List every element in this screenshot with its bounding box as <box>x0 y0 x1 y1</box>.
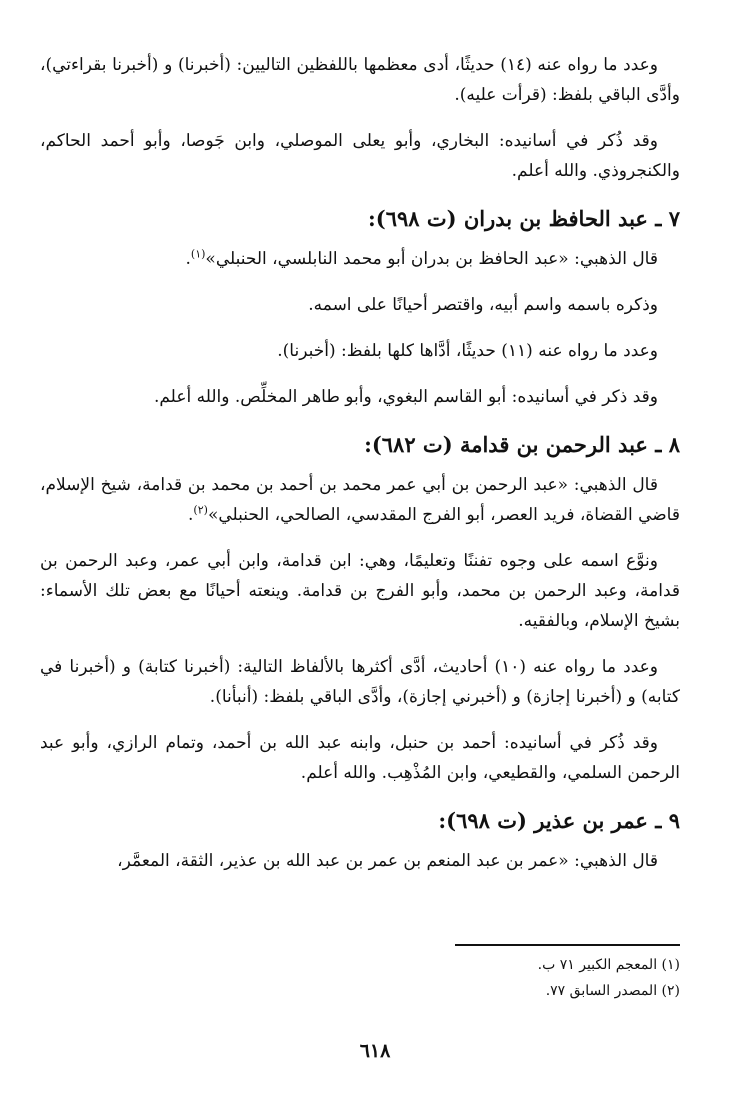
quote-end: . <box>188 505 194 525</box>
section-heading-7: ٧ ـ عبد الحافظ بن بدران (ت ٦٩٨): <box>367 206 680 231</box>
section-heading-8: ٨ ـ عبد الرحمن بن قدامة (ت ٦٨٢): <box>364 432 680 457</box>
footnote-separator <box>455 944 680 946</box>
quote-text: قال الذهبي: «عبد الرحمن بن أبي عمر محمد بن أحمد بن محمد بن قدامة، شيخ الإسلام، قاضي القضاة، فريد العصر، أبو الفرج المقدسي، الصالحي، الحنبلي» <box>40 475 680 525</box>
paragraph-dhahabi-quote <box>40 470 680 530</box>
paragraph-name-mention: وذكره باسمه واسم أبيه، واقتصر أحيانًا على اسمه. <box>308 295 658 315</box>
footnote-1: (١) المعجم الكبير ٧١ ب. <box>537 957 680 973</box>
paragraph-dhahabi-quote <box>40 244 680 274</box>
paragraph-isnad-mentions: وقد ذُكر في أسانيده: أحمد بن حنبل، وابنه عبد الله بن أحمد، وتمام الرازي، وأبو عبد الرحمن السلمي، والقطيعي، وابن المُذْهِب. والله أعلم. <box>40 733 680 783</box>
paragraph-dhahabi-quote: قال الذهبي: «عمر بن عبد المنعم بن عمر بن عبد الله بن عذير، الثقة، المعمَّر، <box>117 851 658 871</box>
paragraph-narrations-count: وعدد ما رواه عنه (١١) حديثًا، أدَّاها كلها بلفظ: (أخبرنا). <box>277 341 658 361</box>
paragraph-narrations-count: وعدد ما رواه عنه (١٤) حديثًا، أدى معظمها باللفظين التاليين: (أخبرنا) و (أخبرنا بقراءتي)، وأدَّى الباقي بلفظ: (قرأت عليه). <box>40 55 680 105</box>
paragraph-isnad-mentions: وقد ذكر في أسانيده: أبو القاسم البغوي، وأبو طاهر المخلِّص. والله أعلم. <box>153 387 658 407</box>
quote-end: . <box>185 249 191 269</box>
footnote-marker: (٢) <box>193 503 208 517</box>
footnote-2: (٢) المصدر السابق ٧٧. <box>545 983 680 999</box>
paragraph-narrations-count: وعدد ما رواه عنه (١٠) أحاديث، أدَّى أكثرها بالألفاظ التالية: (أخبرنا كتابة) و (أخبرنا في كتابه) و (أخبرنا إجازة) و (أخبرني إجازة)، وأدَّى الباقي بلفظ: (أنبأنا). <box>40 657 680 707</box>
paragraph-name-variants: ونوَّع اسمه على وجوه تفننًا وتعليمًا، وهي: ابن قدامة، وابن أبي عمر، وعبد الرحمن بن قدامة، وعبد الرحمن بن محمد، وأبو الفرج بن قدامة. وينعته أحيانًا مع بعض تلك الأسماء: بشيخ الإسلام، وبالفقيه. <box>40 551 680 631</box>
paragraph-isnad-mentions: وقد ذُكر في أسانيده: البخاري، وأبو يعلى الموصلي، وابن جَوصا، وأبو أحمد الحاكم، والكنجروذي. والله أعلم. <box>40 131 680 181</box>
footnote-marker: (١) <box>190 247 206 261</box>
section-heading-9: ٩ ـ عمر بن عذير (ت ٦٩٨): <box>438 808 680 833</box>
page-number: ٦١٨ <box>359 1040 391 1062</box>
page-body <box>40 50 680 892</box>
quote-text: قال الذهبي: «عبد الحافظ بن بدران أبو محمد النابلسي، الحنبلي» <box>205 249 658 269</box>
footnotes <box>40 952 680 1004</box>
